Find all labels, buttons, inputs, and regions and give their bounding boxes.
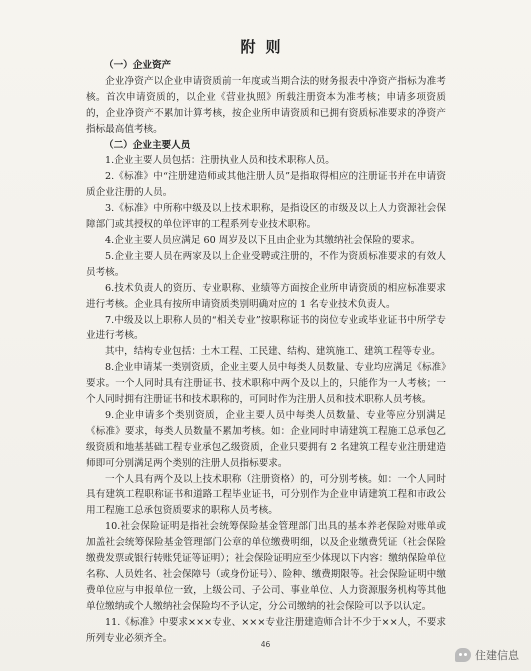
- paragraph-item-1: 1.企业主要人员包括：注册执业人员和技术职称人员。: [105, 155, 335, 167]
- paragraph-item-5: 5.企业主要人员在两家及以上企业受聘或注册的，不作为资质标准要求的有效人员考核。: [86, 250, 446, 278]
- paragraph-item-7: 7.中级及以上职称人员的“相关专业”按职称证书的岗位专业或毕业证书中所学专业进行考核。: [86, 314, 446, 342]
- paragraph-item-9-note: 一个人具有两个及以上技术职称（注册资格）的，可分别考核。如：一个人同时具有建筑工程职称证书和道路工程毕业证书，可分别作为企业申请建筑工程和市政公用工程施工总承包资质要求的职称人员考核。: [86, 473, 446, 517]
- paragraph-item-3: 3.《标准》中所称中级及以上技术职称，是指设区的市级及以上人力资源社会保障部门或其授权的单位评审的工程系列专业技术职称。: [86, 203, 446, 231]
- paragraph-item-10: 10.社会保险证明是指社会统筹保险基金管理部门出具的基本养老保险对账单或加盖社会统筹保险基金管理部门公章的单位缴费明细，以及企业缴费凭证（社会保险缴费发票或银行转账凭证等证明）；社会保险证明应至少体现以下内容：缴纳保险单位名称、人员姓名、社会保障号（或身份证号）、险种、缴费期限等。社会保险证明中缴费单位应与申报单位一致，上级公司、子公司、事业单位、人力资源服务机构等其他单位缴纳或个人缴纳社会保险均不予认定，分公司缴纳的社会保险可以予以认定。: [86, 521, 446, 612]
- paragraph-item-7-note: 其中，结构专业包括：土木工程、工民建、结构、建筑施工、建筑工程等专业。: [105, 346, 441, 358]
- paragraph-item-8: 8.企业申请某一类别资质，企业主要人员中每类人员数量、专业均应满足《标准》要求。一个人同时具有注册证书、技术职称中两个及以上的，只能作为一人考核；一个人同时拥有注册证书和技术职称的，可同时作为注册人员和技术职称人员考核。: [86, 362, 446, 406]
- watermark-text: 住建信息: [475, 649, 519, 662]
- paragraph-item-2: 2.《标准》中“注册建造师或其他注册人员”是指取得相应的注册证书并在申请资质企业注册的人员。: [86, 171, 446, 199]
- section-heading-personnel: （二）企业主要人员: [104, 139, 191, 151]
- page-number: 46: [260, 640, 271, 649]
- paragraph-net-assets: 企业净资产以企业申请资质前一年度或当期合法的财务报表中净资产指标为准考核。首次申请资质的，以企业《营业执照》所载注册资本为准考核；申请多项资质的，企业净资产不累加计算考核，按企业所申请资质和已拥有资质标准要求的净资产指标最高值考核。: [86, 75, 446, 135]
- paragraph-item-4: 4.企业主要人员应满足 60 周岁及以下且由企业为其缴纳社会保险的要求。: [105, 234, 421, 246]
- paragraph-item-11: 11.《标准》中要求×××专业、×××专业注册建造师合计不少于××人，不要求所列专业必须齐全。: [86, 616, 446, 644]
- paragraph-item-6: 6.技术负责人的资历、专业职称、业绩等方面按企业所申请资质的相应标准要求进行考核。企业具有按所申请资质类别明确对应的 1 名专业技术负责人。: [86, 282, 446, 310]
- page-title: 附则: [240, 38, 291, 56]
- section-heading-assets: （一）企业资产: [104, 60, 172, 71]
- paragraph-item-9: 9.企业申请多个类别资质，企业主要人员中每类人员数量、专业等应分别满足《标准》要求，每类人员数量不累加考核。如：企业同时申请建筑工程施工总承包乙级资质和地基基础工程专业承包乙级资质，企业只要拥有 2 名建筑工程专业注册建造师即可分别满足两个类别的注册人员指标要求。: [86, 409, 446, 469]
- document-body: [86, 58, 446, 647]
- wechat-icon: [455, 648, 471, 662]
- watermark: [455, 647, 519, 663]
